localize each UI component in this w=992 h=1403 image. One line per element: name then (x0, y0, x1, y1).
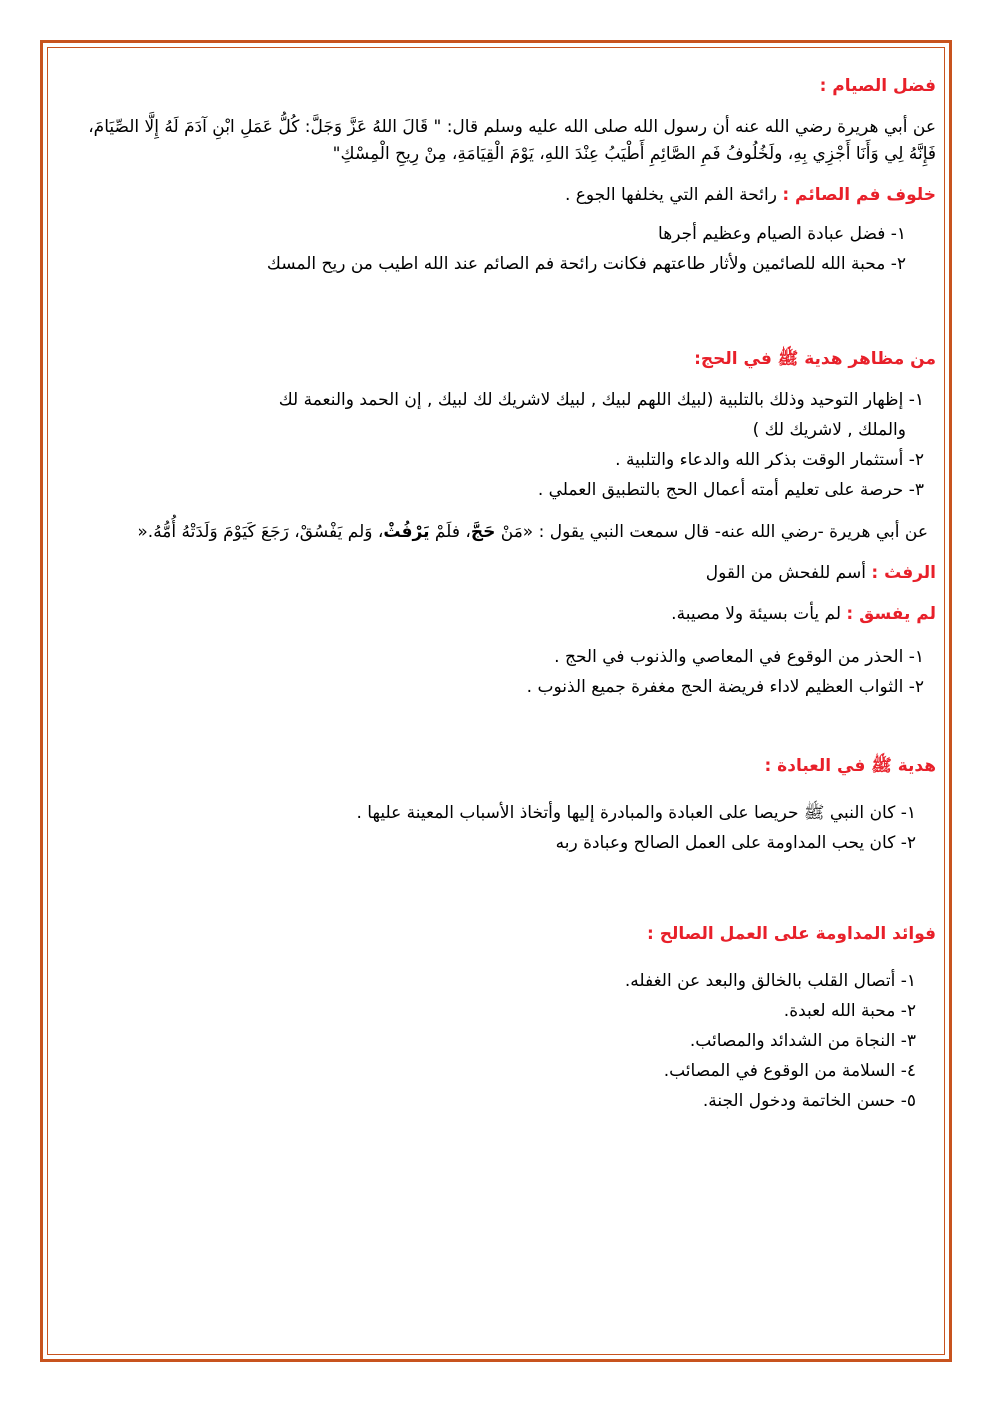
term-rafath: الرفث : (871, 563, 936, 583)
definition-yafsuq (70, 601, 936, 628)
def-rafath: أسم للفحش من القول (705, 563, 872, 583)
hadith-fasting: عن أبي هريرة رضي الله عنه أن رسول الله صلى الله عليه وسلم قال: " قَالَ اللهُ عَزَّ وَجَلَّ: كُلُّ عَمَلِ ابْنِ آدَمَ لَهُ إِلَّا الصِّيَامَ، فَإِنَّهُ لِي وَأَنَا أَجْزِي بِهِ، ولَخُلُوفُ فَمِ الصَّائِمِ أَطْيَبُ عِنْدَ اللهِ، يَوْمَ الْقِيَامَةِ، مِنْ رِيحِ الْمِسْكِ" (88, 117, 936, 164)
list-item: ٢- محبة الله للصائمين ولأثار طاعتهم فكانت رائحة فم الصائم عند الله اطيب من ريح المسك (266, 254, 906, 274)
list-item: ١- أتصال القلب بالخالق والبعد عن الغفله. (624, 971, 916, 991)
section-title-worship: هدية ﷺ في العبادة : (764, 756, 936, 776)
hadith-hajj-part: ، وَلم يَفْسُقْ، رَجَعَ كَيَوْمَ وَلَدَتْهُ أُمُّهُ.« (137, 522, 384, 542)
list-item: ٣- حرصة على تعليم أمته أعمال الحج بالتطبيق العملي . (537, 480, 924, 500)
list-item: ٢- الثواب العظيم لاداء فريضة الحج مغفرة جميع الذنوب . (526, 677, 924, 697)
section-title-fasting: فضل الصيام : (819, 76, 936, 96)
list-item: ١- الحذر من الوقوع في المعاصي والذنوب في الحج . (554, 647, 924, 667)
definition-rafath (70, 560, 936, 587)
hadith-hajj-bold: حَجَّ (470, 522, 496, 542)
list-item: ٥- حسن الخاتمة ودخول الجنة. (702, 1091, 916, 1111)
definition-khuluf (70, 182, 936, 209)
section-title-hajj: من مظاهر هدية ﷺ في الحج: (694, 349, 936, 369)
list-item-text: ١- إظهار التوحيد وذلك بالتلبية (لبيك اللهم لبيك , لبيك لاشريك لك لبيك , إن الحمد والنعمة لك (278, 390, 924, 410)
term-khuluf: خلوف فم الصائم : (782, 185, 936, 205)
list-item (70, 385, 936, 415)
section-title-benefits: فوائد المداومة على العمل الصالح : (647, 924, 936, 944)
list-item: ١- فضل عبادة الصيام وعظيم أجرها (658, 224, 906, 244)
list-item: ٢- محبة الله لعبدة. (783, 1001, 916, 1021)
hadith-hajj (70, 519, 936, 546)
hadith-hajj-part: عن أبي هريرة -رضي الله عنه- قال سمعت النبي يقول : «مَنْ (495, 522, 928, 542)
list-item: ٢- أستثمار الوقت بذكر الله والدعاء والتلبية . (615, 450, 924, 470)
hadith-hajj-bold: يَرْفُثْ (383, 522, 430, 542)
term-yafsuq: لم يفسق : (846, 604, 936, 624)
document-body (70, 72, 936, 1116)
def-yafsuq: لم يأت بسيئة ولا مصيبة. (671, 604, 847, 624)
def-khuluf: رائحة الفم التي يخلفها الجوع . (564, 185, 783, 205)
hadith-hajj-part: ، فلَمْ (429, 522, 471, 542)
list-item: ٣- النجاة من الشدائد والمصائب. (689, 1031, 916, 1051)
list-item: ٤- السلامة من الوقوع في المصائب. (663, 1061, 916, 1081)
list-item-continuation: والملك , لاشريك لك ) (752, 420, 906, 440)
list-item: ١- كان النبي ﷺ حريصا على العبادة والمبادرة إليها وأتخاذ الأسباب المعينة عليها . (356, 803, 916, 823)
list-item: ٢- كان يحب المداومة على العمل الصالح وعبادة ربه (555, 833, 916, 853)
